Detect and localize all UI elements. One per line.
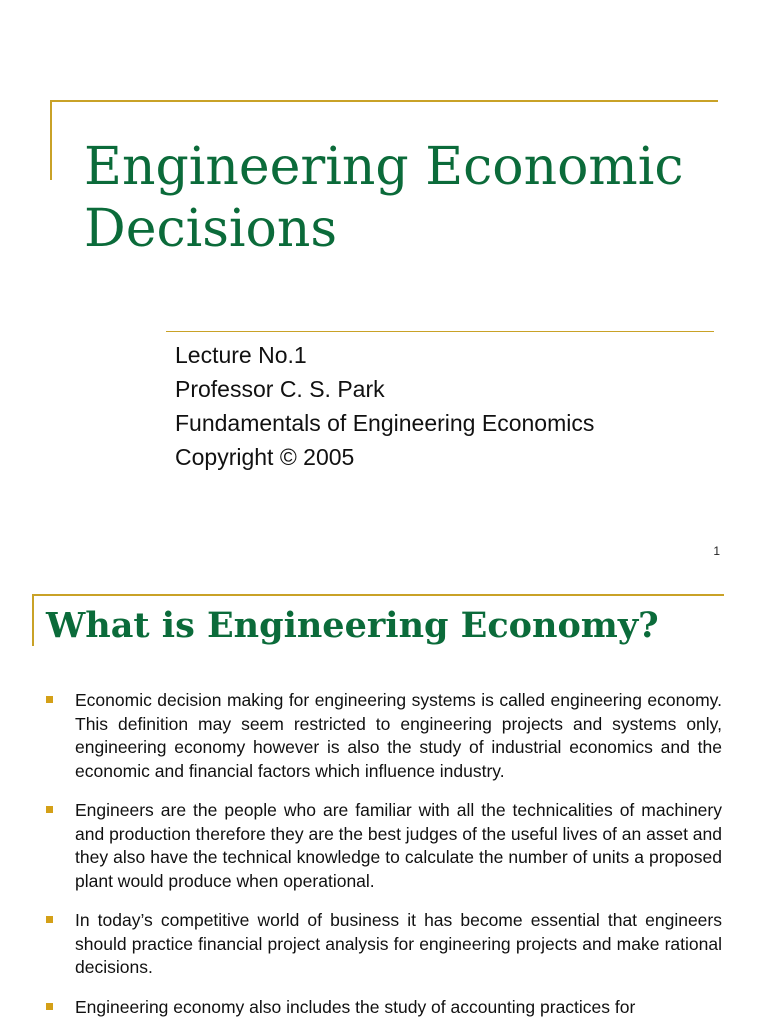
heading-left-rule xyxy=(32,594,34,646)
list-item xyxy=(46,799,722,893)
square-bullet-icon xyxy=(46,806,53,813)
bullet-text: Engineers are the people who are familiar with all the technicalities of machinery and production therefore they are the best judges of the useful lives of an asset and they also have the technical knowledge to calculate the number of units a proposed plant would produce when operational. xyxy=(75,800,722,891)
slide-heading: What is Engineering Economy? xyxy=(46,605,659,646)
lecture-number: Lecture No.1 xyxy=(175,342,307,368)
list-item xyxy=(46,996,722,1020)
title-top-rule xyxy=(50,100,718,102)
square-bullet-icon xyxy=(46,1003,53,1010)
copyright: Copyright © 2005 xyxy=(175,444,355,470)
square-bullet-icon xyxy=(46,696,53,703)
page-number: 1 xyxy=(713,544,720,558)
slide-title-line-2: Decisions xyxy=(84,199,338,259)
list-item xyxy=(46,689,722,783)
bullet-text: Economic decision making for engineering systems is called engineering economy. This definition may seem restricted to engineering projects and systems only, engineering economy however is also the study of industrial economics and the economic and financial factors which influence industry. xyxy=(75,690,722,781)
heading-top-rule xyxy=(32,594,724,596)
bullet-text: Engineering economy also includes the study of accounting practices for xyxy=(75,996,636,1017)
subtitle-block xyxy=(175,338,594,474)
subtitle-rule xyxy=(166,331,714,332)
square-bullet-icon xyxy=(46,916,53,923)
slide-title-line-1: Engineering Economic xyxy=(84,137,684,197)
list-item xyxy=(46,909,722,980)
professor-name: Professor C. S. Park xyxy=(175,376,385,402)
bullet-list xyxy=(46,689,722,1035)
book-title: Fundamentals of Engineering Economics xyxy=(175,410,595,436)
slide-2 xyxy=(0,580,768,1024)
title-left-rule xyxy=(50,100,52,180)
slide-title xyxy=(84,136,744,260)
bullet-text: In today’s competitive world of business it has become essential that engineers should practice financial project analysis for engineering projects and make rational decisions. xyxy=(75,910,722,977)
